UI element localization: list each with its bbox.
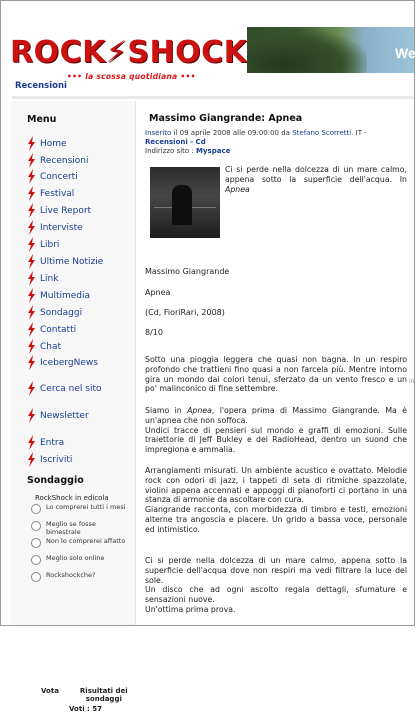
site-tagline: ••• la scossa quotidiana ••• (67, 72, 196, 81)
menu-item-cerca-nel-sito[interactable] (27, 381, 101, 396)
lightning-bolt-icon (27, 339, 36, 354)
lightning-bolt-icon (27, 254, 36, 269)
lightning-bolt-icon (27, 322, 36, 337)
p3-continued: Giangrande racconta, con morbidezza di timbro e testi, emozioni alterne tra angoscia e piacere. Un grido a bassa voce, personale ed intimistico. (145, 505, 407, 534)
menu-item-label: Sondaggi (40, 307, 83, 318)
lightning-bolt-icon (27, 435, 36, 450)
vote-button[interactable]: Vota (41, 687, 59, 695)
lightning-bolt-icon (27, 408, 36, 423)
poll-actions (41, 687, 134, 703)
article-intro (225, 165, 407, 195)
article-title: Massimo Giangrande: Apnea (149, 113, 303, 124)
menu-item-label: Contatti (40, 324, 77, 335)
menu-title: Menu (27, 114, 57, 125)
menu-item-live-report[interactable] (27, 203, 91, 218)
menu-item-sondaggi[interactable] (27, 305, 82, 320)
intro-text: Ci si perde nella dolcezza di un mare calmo, appena sotto la superficie dell'acqua. In (225, 165, 407, 184)
site-header (1, 1, 414, 101)
p4-text: Ci si perde nella dolcezza di un mare calmo, appena sotto la superficie dell'acqua dove non respiri ma vedi filtrare la luce del sole. (145, 556, 407, 585)
menu-item-icebergnews[interactable] (27, 355, 98, 370)
radio-button[interactable] (31, 504, 41, 514)
lightning-bolt-icon (27, 220, 36, 235)
menu-item-contatti[interactable] (27, 322, 76, 337)
sidebar (11, 101, 136, 713)
poll-question: RockShock in edicola (35, 494, 109, 502)
radio-button[interactable] (31, 555, 41, 565)
menu-item-ultime-notizie[interactable] (27, 254, 103, 269)
banner-hill-shape (247, 27, 367, 73)
artist-name: Massimo Giangrande (145, 267, 230, 276)
menu-item-iscriviti[interactable] (27, 452, 72, 467)
menu-item-home[interactable] (27, 136, 67, 151)
poll-option-label: Meglio solo online (46, 554, 105, 562)
p2-continued: Undici tracce di pensieri sul mondo e graffi di emozioni. Sulle traiettorie di Jeff Bukley e dei RadioHead, dentro un suond che impregiona e ammalia. (145, 425, 407, 455)
menu-item-label: Libri (40, 239, 60, 250)
album-cover-image (150, 167, 220, 238)
menu-item-festival[interactable] (27, 186, 74, 201)
lightning-bolt-icon (27, 271, 36, 286)
poll-title: Sondaggio (27, 475, 84, 486)
menu-item-label: Recensioni (40, 155, 89, 166)
meta-category-link[interactable]: Recensioni - Cd (145, 138, 206, 146)
menu-item-label: Ultime Notizie (40, 256, 104, 267)
lightning-bolt-icon (27, 136, 36, 151)
radio-button[interactable] (31, 521, 41, 531)
article-meta (145, 129, 407, 156)
meta-site-label: Indirizzo sito : (145, 147, 194, 155)
lightning-bolt-icon (27, 381, 36, 396)
lightning-bolt-icon (27, 203, 36, 218)
lightning-bolt-icon (27, 355, 36, 370)
menu-item-label: Iscriviti (40, 454, 73, 465)
radio-button[interactable] (31, 538, 41, 548)
header-divider (12, 96, 414, 99)
breadcrumb[interactable]: Recensioni (15, 81, 67, 91)
main-content (136, 101, 415, 625)
p4-closing: Un'ottima prima prova. (145, 604, 236, 614)
p3-text: Arrangiamenti misurati. Un ambiente acustico e ovattato. Melodie rock con odori di jazz, i tappeti di seta di ritmiche spazzolate, violini appena accennati e appoggi di pianoforti ci portano in una stanza di armonie da ascoltare con cura. (145, 466, 407, 505)
meta-site-link[interactable]: Myspace (196, 147, 231, 155)
review-paragraph-4 (145, 556, 407, 615)
meta-date: il 09 aprile 2008 alle 09:00:00 da (173, 129, 290, 137)
poll-option[interactable] (31, 503, 127, 514)
menu-item-libri[interactable] (27, 237, 59, 252)
poll-option[interactable] (31, 520, 127, 536)
radio-button[interactable] (31, 572, 41, 582)
menu-item-concerti[interactable] (27, 169, 78, 184)
lightning-bolt-icon (27, 452, 36, 467)
menu-item-label: Home (40, 138, 67, 149)
lightning-bolt-icon (27, 186, 36, 201)
menu-item-label: Entra (40, 437, 65, 448)
intro-album: Apnea (225, 185, 250, 194)
lightning-bolt-icon (27, 237, 36, 252)
menu-item-label: Festival (40, 188, 75, 199)
p4-continued: Un disco che ad ogni ascolto regala dettagli, sfumature e sensazioni nuove. (145, 585, 407, 605)
site-logo[interactable]: ROCK⚡SHOCK (10, 35, 248, 70)
right-edge-text: in (409, 378, 415, 385)
poll-option[interactable] (31, 554, 127, 565)
menu-item-label: IcebergNews (40, 357, 98, 368)
menu-item-recensioni[interactable] (27, 153, 88, 168)
review-paragraph-1: Sotto una pioggia leggera che quasi non bagna. In un respiro profondo che trattieni fino quasi a non farcela più. Mentre intorno gira un mondo dai colori tenui, sferzato da un vento fresco e un po' malinconico di fine settembre. (145, 355, 407, 394)
album-name: Apnea (145, 288, 171, 297)
lightning-bolt-icon (27, 305, 36, 320)
menu-item-interviste[interactable] (27, 220, 83, 235)
menu-item-label: Chat (40, 341, 62, 352)
poll-option[interactable] (31, 571, 127, 582)
review-paragraph-3 (145, 466, 407, 535)
poll-option-label: Lo comprerei tutti i mesi (46, 503, 126, 511)
menu-item-label: Multimedia (40, 290, 91, 301)
poll-option-label: Meglio se fosse bimestrale (46, 520, 96, 536)
p2-rest: , l'opera prima di Massimo Giangrande. Ma è un'apnea che non soffoca. (145, 406, 407, 425)
meta-inserted-label: Inserito (145, 129, 172, 137)
poll-option-label: Rockshockche? (46, 571, 96, 579)
menu-item-label: Newsletter (40, 410, 89, 421)
lightning-bolt-icon (27, 169, 36, 184)
lightning-bolt-icon (27, 288, 36, 303)
lightning-bolt-icon (27, 153, 36, 168)
cover-figure (172, 185, 192, 225)
poll-votes-count: Voti : 57 (69, 705, 103, 713)
meta-category-prefix: . IT - (351, 129, 367, 137)
poll-option[interactable] (31, 537, 127, 548)
header-banner-image[interactable] (247, 27, 414, 73)
review-paragraph-2 (145, 406, 407, 455)
album-rating: 8/10 (145, 328, 163, 337)
p2-album: Apnea (187, 406, 212, 415)
menu-item-link[interactable] (27, 271, 58, 286)
banner-text: We (395, 45, 416, 61)
menu-item-label: Concerti (40, 171, 78, 182)
poll-results-link[interactable]: Risultati dei sondaggi (79, 687, 128, 703)
menu-item-label: Cerca nel sito (40, 383, 102, 394)
menu-item-newsletter[interactable] (27, 408, 89, 423)
menu-item-label: Live Report (40, 205, 92, 216)
menu-item-entra[interactable] (27, 435, 64, 450)
menu-item-chat[interactable] (27, 339, 61, 354)
album-label: (Cd, FioriRari, 2008) (145, 308, 225, 317)
poll-option-label: Non lo comprerei affatto (46, 537, 126, 545)
menu-item-multimedia[interactable] (27, 288, 90, 303)
menu-item-label: Interviste (40, 222, 83, 233)
meta-author-link[interactable]: Stefano Scorretti (292, 129, 352, 137)
p2-start: Siamo in (145, 406, 182, 415)
menu-item-label: Link (40, 273, 59, 284)
